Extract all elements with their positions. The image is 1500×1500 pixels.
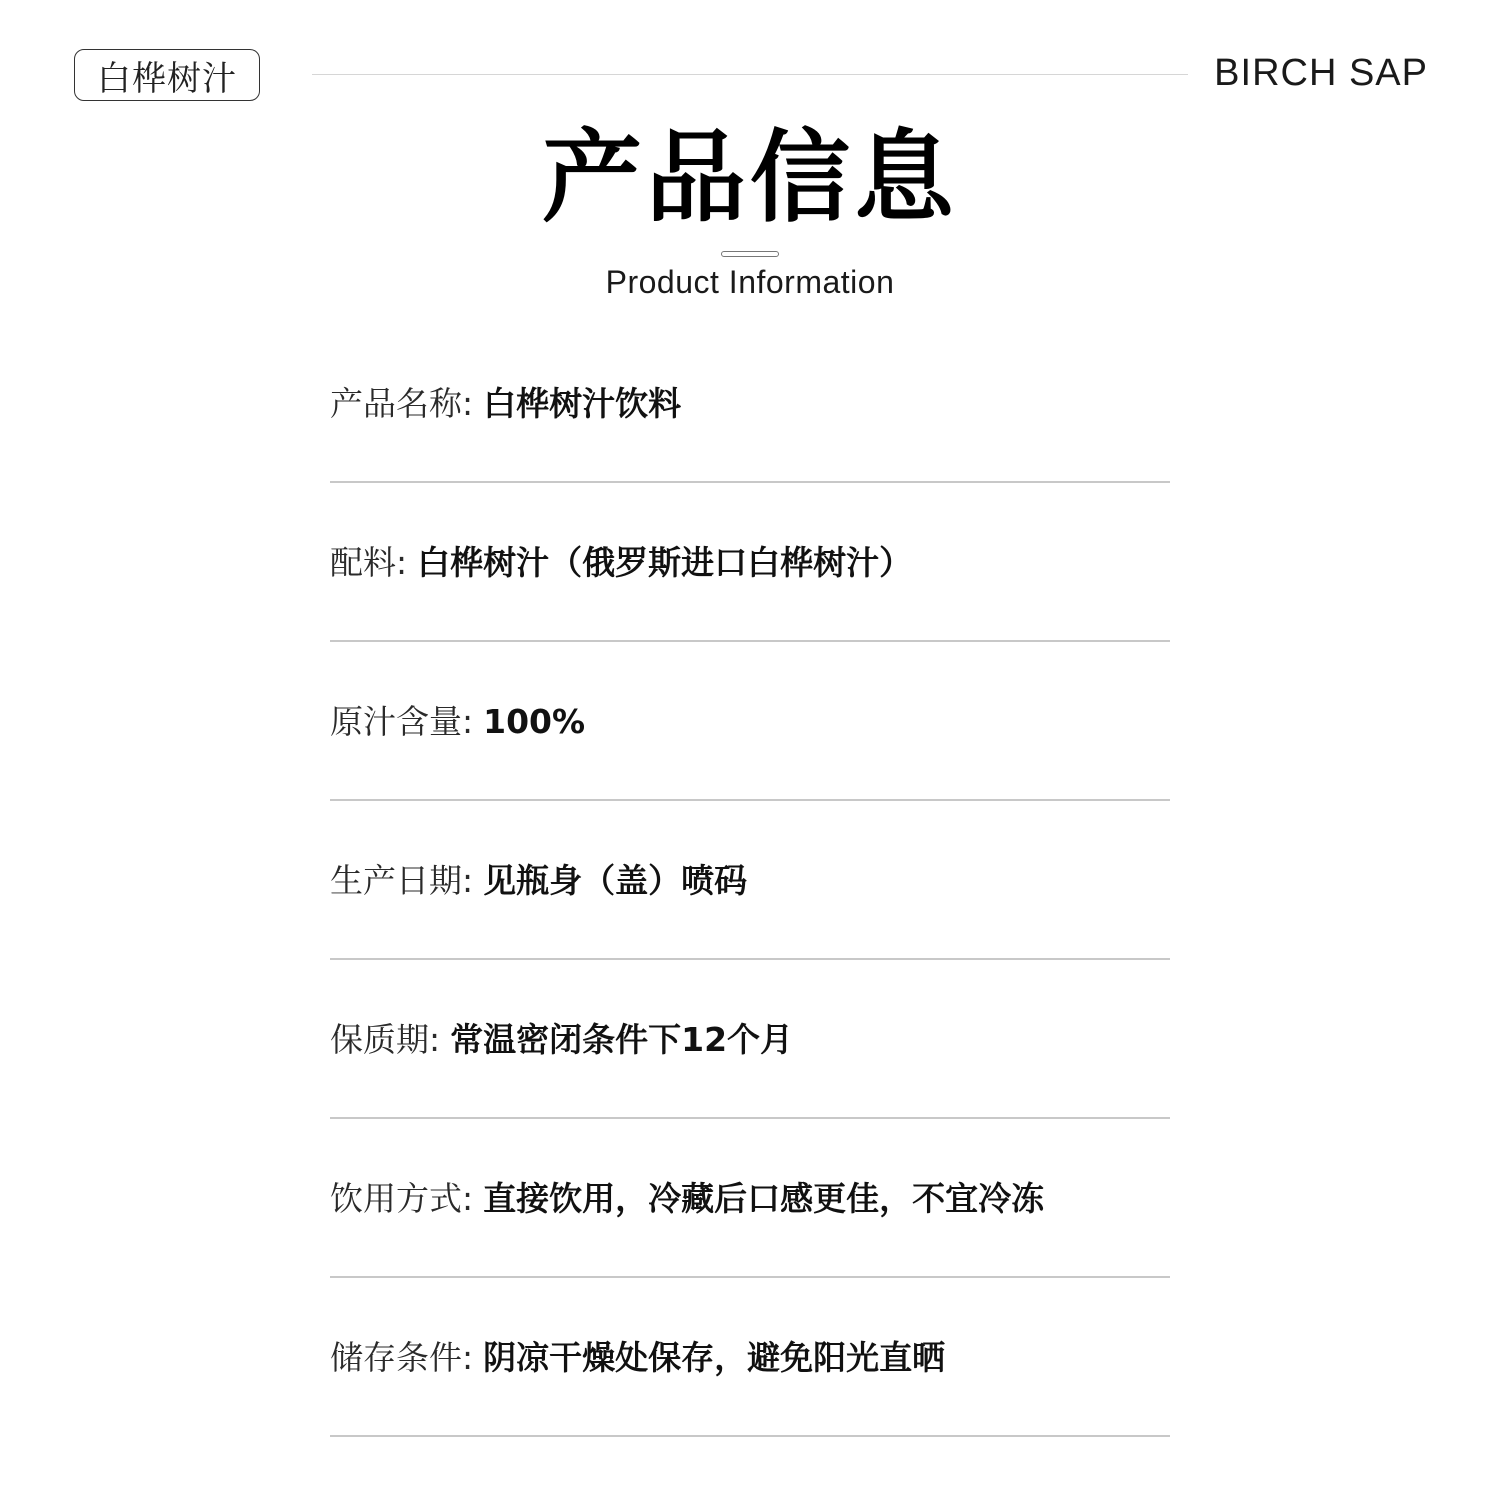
info-label: 储存条件: bbox=[330, 1338, 474, 1377]
info-row-juice-content bbox=[330, 642, 1170, 801]
brand-english-name: BIRCH SAP bbox=[1214, 52, 1428, 94]
info-row-ingredients bbox=[330, 483, 1170, 642]
info-value: 100% bbox=[483, 702, 586, 741]
title-decoration-pill bbox=[721, 251, 779, 257]
info-row-storage bbox=[330, 1278, 1170, 1437]
info-label: 饮用方式: bbox=[330, 1179, 474, 1218]
info-value: 白桦树汁饮料 bbox=[483, 384, 682, 423]
info-value: 白桦树汁（俄罗斯进口白桦树汁） bbox=[417, 543, 913, 582]
info-row-shelf-life bbox=[330, 960, 1170, 1119]
product-tag-label: 白桦树汁 bbox=[97, 58, 237, 99]
page-subtitle: Product Information bbox=[605, 264, 895, 300]
info-value: 直接饮用，冷藏后口感更佳，不宜冷冻 bbox=[483, 1179, 1045, 1218]
info-label: 配料: bbox=[330, 543, 408, 582]
info-row-name bbox=[330, 324, 1170, 483]
info-row-production-date bbox=[330, 801, 1170, 960]
info-label: 保质期: bbox=[330, 1020, 441, 1059]
page-title: 产品信息 bbox=[542, 119, 958, 236]
info-row-drinking-method bbox=[330, 1119, 1170, 1278]
info-value: 见瓶身（盖）喷码 bbox=[483, 861, 748, 900]
info-label: 生产日期: bbox=[330, 861, 474, 900]
header-divider bbox=[312, 74, 1188, 75]
info-value: 阴凉干燥处保存，避免阳光直晒 bbox=[483, 1338, 946, 1377]
info-label: 原汁含量: bbox=[330, 702, 474, 741]
info-label: 产品名称: bbox=[330, 384, 474, 423]
info-value: 常温密闭条件下12个月 bbox=[450, 1020, 794, 1059]
product-info-list bbox=[330, 324, 1170, 1437]
product-tag-badge bbox=[74, 49, 260, 101]
